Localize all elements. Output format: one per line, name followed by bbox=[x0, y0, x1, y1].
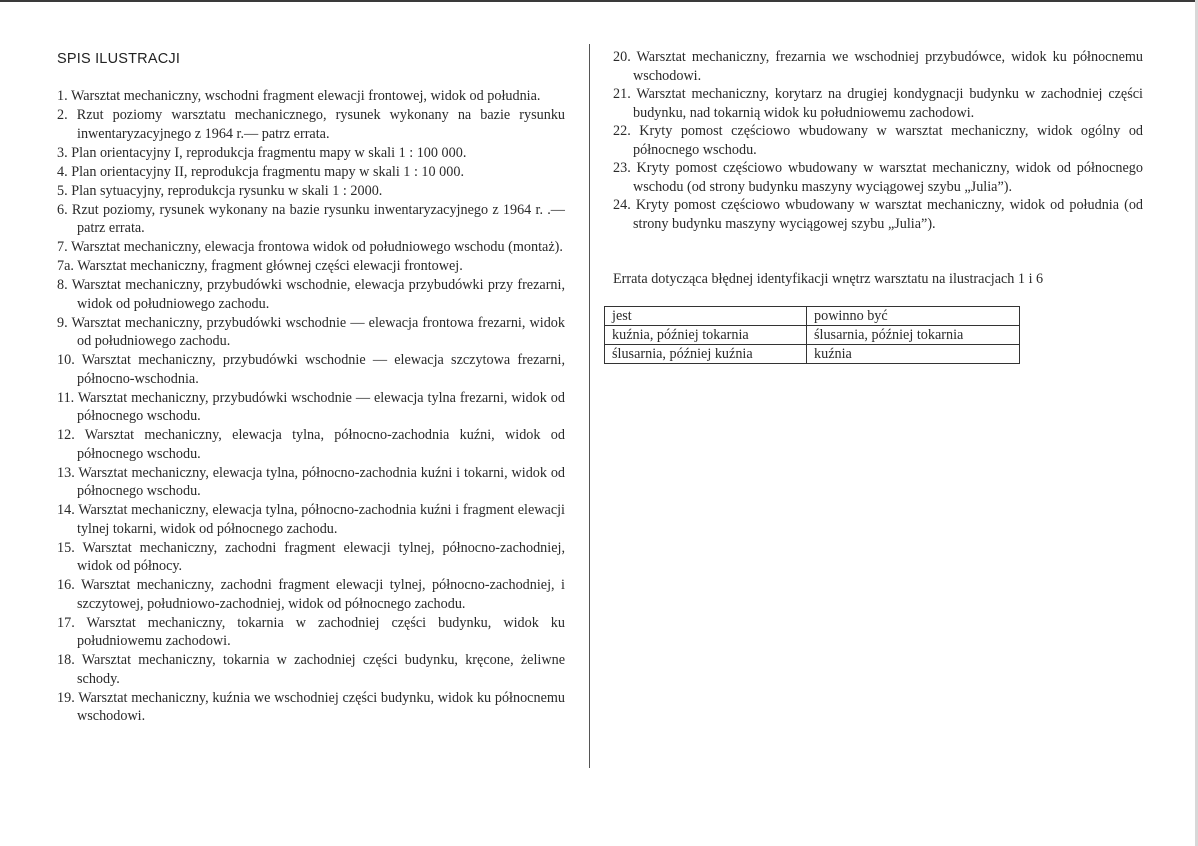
list-item: 18. Warsztat mechaniczny, tokarnia w zachodniej części budynku, kręcone, żeliwne schody. bbox=[57, 652, 566, 687]
list-item: 13. Warsztat mechaniczny, elewacja tylna, północno-zachodnia kuźni i tokarni, widok od północnego wschodu. bbox=[57, 464, 566, 499]
table-header-row bbox=[605, 307, 1020, 326]
table-header-cell: jest bbox=[605, 307, 807, 326]
table-header-cell: powinno być bbox=[807, 307, 1020, 326]
list-item: 19. Warsztat mechaniczny, kuźnia we wschodniej części budynku, widok ku północnemu wschodowi. bbox=[57, 689, 565, 724]
list-item: 15. Warsztat mechaniczny, zachodni fragment elewacji tylnej, północno-zachodniej, widok od północy. bbox=[57, 539, 566, 574]
errata-title: Errata dotycząca błędnej identyfikacji wnętrz warsztatu na ilustracjach 1 i 6 bbox=[613, 271, 1044, 287]
list-item: 10. Warsztat mechaniczny, przybudówki wschodnie — elewacja szczytowa frezarni, północno-wschodnia. bbox=[57, 352, 565, 387]
list-item: 12. Warsztat mechaniczny, elewacja tylna, północno-zachodnia kuźni, widok od północnego wschodu. bbox=[57, 427, 565, 462]
list-item: 7. Warsztat mechaniczny, elewacja frontowa widok od południowego wschodu (montaż). bbox=[57, 239, 563, 255]
list-item: 23. Kryty pomost częściowo wbudowany w warsztat mechaniczny, widok od północnego wschodu (od strony budynku maszyny wyciągowej szybu „Julia”). bbox=[613, 160, 1143, 195]
list-item: 8. Warsztat mechaniczny, przybudówki wschodnie, elewacja przybudówki przy frezarni, widok od południowego zachodu. bbox=[57, 277, 565, 312]
list-item: 24. Kryty pomost częściowo wbudowany w warsztat mechaniczny, widok od południa (od strony budynku maszyny wyciągowej szybu „Julia”). bbox=[613, 197, 1144, 232]
list-item: 14. Warsztat mechaniczny, elewacja tylna, północno-zachodnia kuźni i fragment elewacji tylnej tokarni, widok od północnego zachodu. bbox=[57, 502, 565, 537]
list-item: 22. Kryty pomost częściowo wbudowany w warsztat mechaniczny, widok ogólny od północnego wschodu. bbox=[613, 123, 1144, 158]
errata-table bbox=[604, 306, 1020, 364]
list-item: 3. Plan orientacyjny I, reprodukcja fragmentu mapy w skali 1 : 100 000. bbox=[57, 144, 467, 161]
list-item: 1. Warsztat mechaniczny, wschodni fragment elewacji frontowej, widok od południa. bbox=[57, 88, 541, 104]
illustration-list-left bbox=[57, 87, 565, 726]
list-item: 4. Plan orientacyjny II, reprodukcja fragmentu mapy w skali 1 : 10 000. bbox=[57, 163, 464, 180]
list-item: 5. Plan sytuacyjny, reprodukcja rysunku w skali 1 : 2000. bbox=[57, 182, 383, 199]
page-title: SPIS ILUSTRACJI bbox=[57, 51, 181, 67]
column-divider bbox=[589, 44, 590, 768]
table-cell: ślusarnia, później kuźnia bbox=[605, 345, 807, 364]
scan-top-border bbox=[0, 0, 1198, 2]
table-cell: kuźnia, później tokarnia bbox=[605, 326, 807, 345]
table-row bbox=[605, 326, 1020, 345]
list-item: 16. Warsztat mechaniczny, zachodni fragment elewacji tylnej, północno-zachodniej, i szczytowej, południowo-zachodniej, widok od północnego zachodu. bbox=[57, 577, 565, 612]
illustration-list-right bbox=[613, 48, 1143, 233]
table-row bbox=[605, 345, 1020, 364]
list-item: 20. Warsztat mechaniczny, frezarnia we wschodniej przybudówce, widok ku północnemu wschodowi. bbox=[613, 49, 1143, 84]
list-item: 17. Warsztat mechaniczny, tokarnia w zachodniej części budynku, widok ku południowemu zachodowi. bbox=[57, 614, 565, 649]
list-item: 6. Rzut poziomy, rysunek wykonany na bazie rysunku inwentaryzacyjnego z 1964 r. .— patrz errata. bbox=[57, 201, 565, 236]
list-item: 11. Warsztat mechaniczny, przybudówki wschodnie — elewacja tylna frezarni, widok od północnego wschodu. bbox=[57, 389, 565, 424]
list-item: 2. Rzut poziomy warsztatu mechanicznego, rysunek wykonany na bazie rysunku inwentaryzacyjnego z 1964 r.— patrz errata. bbox=[57, 107, 566, 142]
table-cell: kuźnia bbox=[807, 345, 1020, 364]
list-item: 7a. Warsztat mechaniczny, fragment głównej części elewacji frontowej. bbox=[57, 258, 463, 274]
list-item: 9. Warsztat mechaniczny, przybudówki wschodnie — elewacja frontowa frezarni, widok od południowego zachodu. bbox=[57, 314, 565, 349]
list-item: 21. Warsztat mechaniczny, korytarz na drugiej kondygnacji budynku w zachodniej części budynku, nad tokarnią widok ku południowemu zachodowi. bbox=[613, 86, 1143, 121]
table-cell: ślusarnia, później tokarnia bbox=[807, 326, 1020, 345]
